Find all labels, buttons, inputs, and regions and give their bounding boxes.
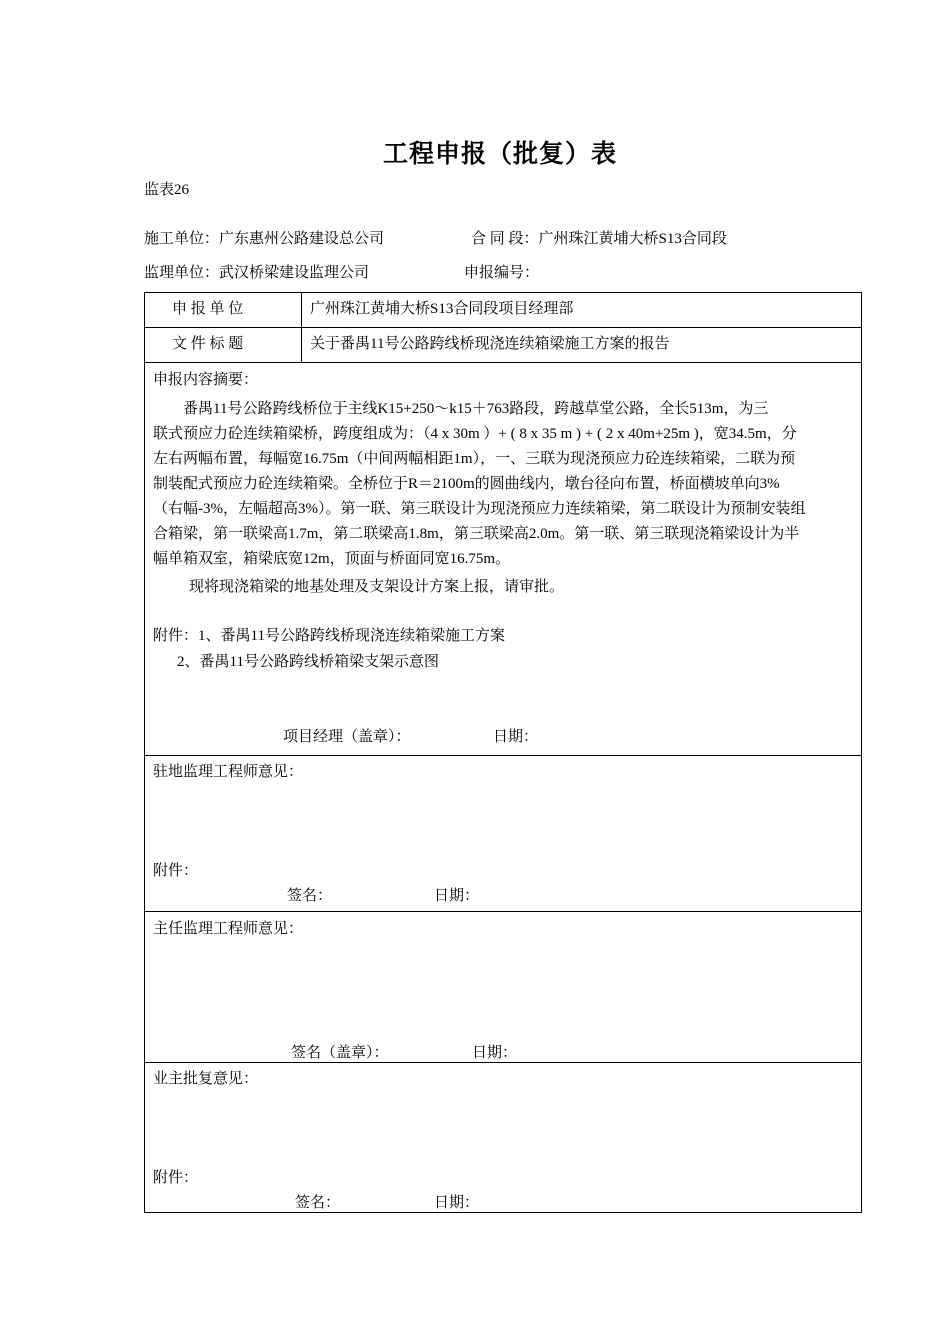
chief-engineer-date: 日期： (472, 1045, 518, 1061)
owner-date: 日期： (434, 1195, 480, 1211)
applicant-value: 广州珠江黄埔大桥S13合同段项目经理部 (310, 301, 574, 317)
document-title-label: 文 件 标 题 (172, 336, 244, 352)
owner-heading: 业主批复意见： (153, 1071, 259, 1087)
resident-engineer-sign: 签名： (287, 888, 333, 904)
document-title-value: 关于番禺11号公路跨线桥现浇连续箱梁施工方案的报告 (310, 336, 670, 352)
contract-section: 合 同 段：广州珠江黄埔大桥S13合同段 (471, 231, 727, 247)
resident-engineer-attachment: 附件： (153, 863, 199, 879)
attachment-2: 2、番禺11号公路跨线桥箱梁支架示意图 (177, 654, 439, 670)
resident-engineer-date: 日期： (434, 888, 480, 904)
owner-attachment: 附件： (153, 1170, 199, 1186)
table-divider (144, 1062, 862, 1063)
summary-line: 制装配式预应力砼连续箱梁。全桥位于R＝2100m的圆曲线内，墩台径向布置，桥面横坡单向3% (153, 476, 780, 492)
owner-sign: 签名： (295, 1195, 341, 1211)
form-code: 监表26 (144, 182, 190, 198)
table-divider (144, 911, 862, 912)
project-manager-date: 日期： (493, 729, 539, 745)
table-divider (144, 362, 862, 363)
construction-unit: 施工单位：广东惠州公路建设总公司 (144, 231, 385, 247)
summary-line: 合箱梁，第一联梁高1.7m，第二联梁高1.8m，第三联梁高2.0m。第一联、第三联现浇箱梁设计为半 (153, 526, 800, 542)
summary-line: （右幅-3%，左幅超高3%）。第一联、第三联设计为现浇预应力连续箱梁，第二联设计为预制安装组 (153, 501, 806, 517)
summary-request: 现将现浇箱梁的地基处理及支架设计方案上报，请审批。 (189, 579, 565, 595)
applicant-label: 申 报 单 位 (172, 301, 244, 317)
summary-line: 联式预应力砼连续箱梁桥，跨度组成为：（4 x 30m ）+ ( 8 x 35 m ) + ( 2 x 40m+25m )，宽34.5m，分 (153, 426, 797, 442)
summary-line: 左右两幅布置，每幅宽16.75m（中间两幅相距1m），一、三联为现浇预应力砼连续箱梁，二联为预 (153, 451, 796, 467)
page-title: 工程申报（批复）表 (382, 141, 617, 168)
summary-paragraph (153, 397, 853, 572)
chief-engineer-sign: 签名（盖章）： (291, 1045, 389, 1061)
summary-heading: 申报内容摘要： (153, 372, 259, 388)
resident-engineer-heading: 驻地监理工程师意见： (153, 764, 304, 780)
table-divider (144, 327, 862, 328)
table-divider (144, 755, 862, 756)
project-manager-sign: 项目经理（盖章）： (283, 729, 411, 745)
supervision-unit: 监理单位：武汉桥梁建设监理公司 (144, 265, 370, 281)
summary-line: 幅单箱双室，箱梁底宽12m，顶面与桥面同宽16.75m。 (153, 551, 511, 567)
attachment-1: 附件：1、番禺11号公路跨线桥现浇连续箱梁施工方案 (153, 628, 505, 644)
report-number: 申报编号： (464, 265, 540, 281)
chief-engineer-heading: 主任监理工程师意见： (153, 921, 304, 937)
summary-line: 番禺11号公路跨线桥位于主线K15+250～k15＋763路段，跨越草堂公路，全长513m，为三 (183, 401, 769, 417)
